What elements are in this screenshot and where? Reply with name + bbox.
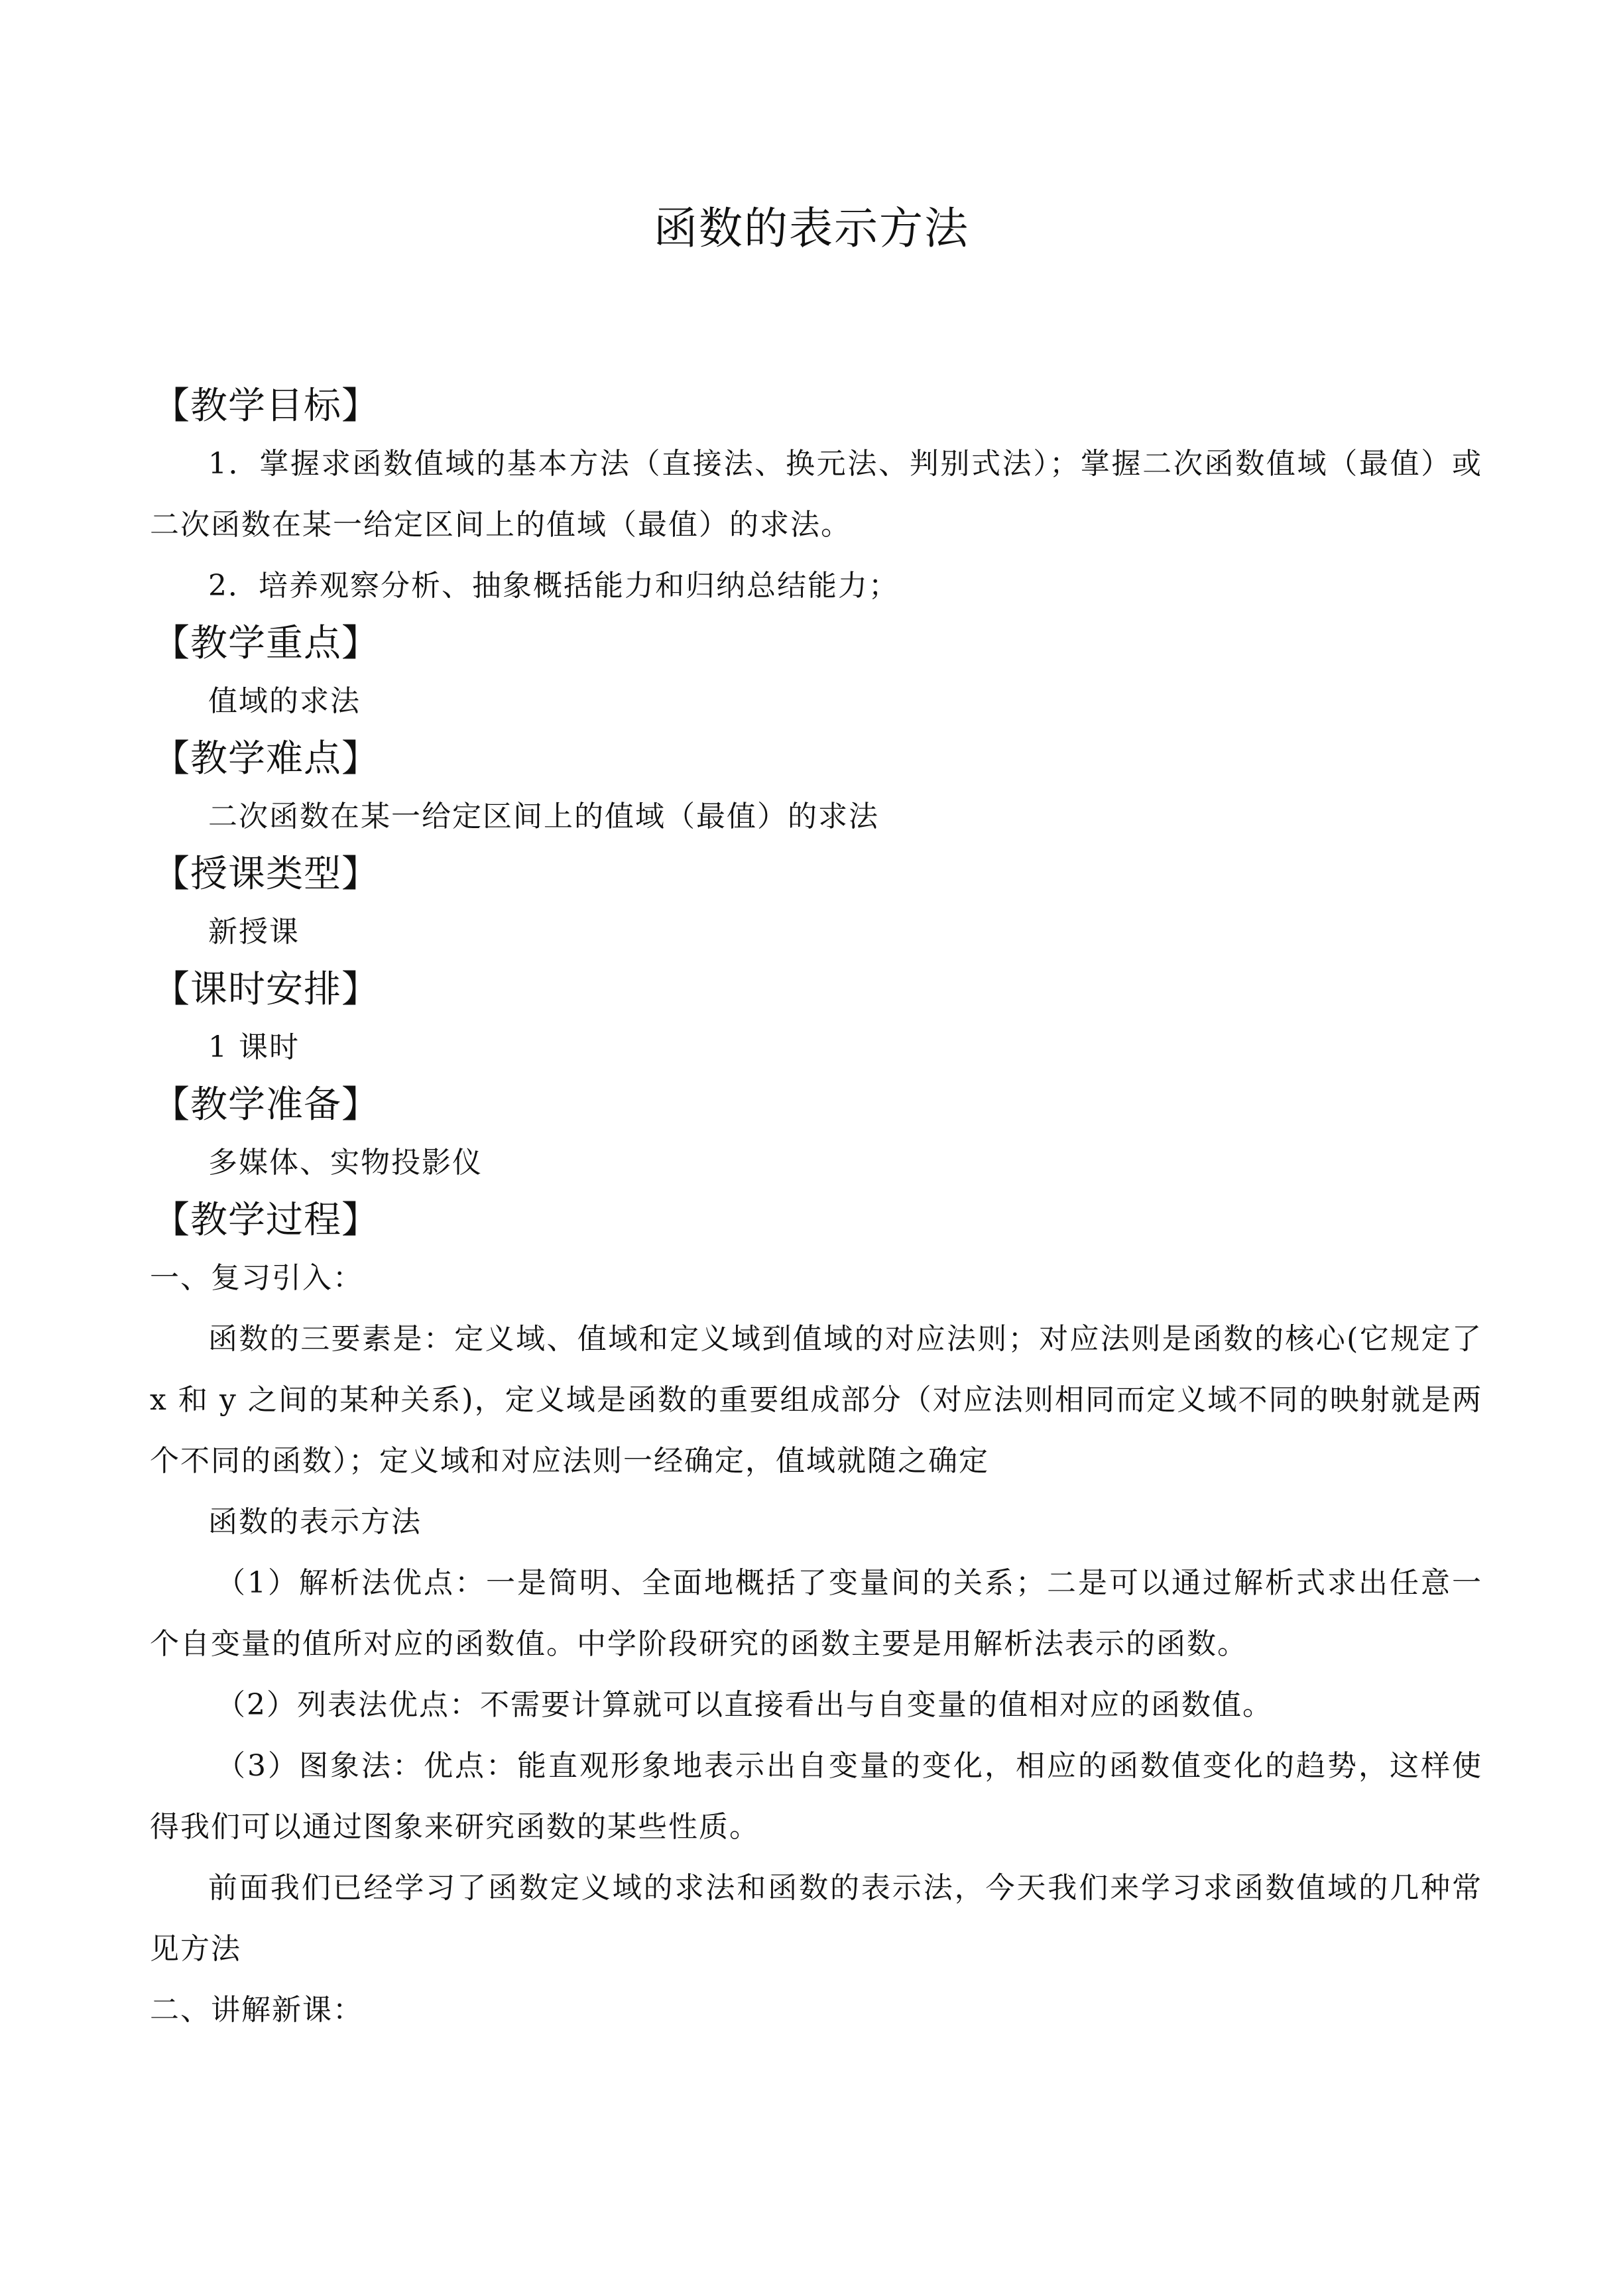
goal-item-2: 2．培养观察分析、抽象概括能力和归纳总结能力； [208, 569, 899, 603]
preparation-text: 多媒体、实物投影仪 [208, 1146, 483, 1179]
process-part2-title: 二、讲解新课： [150, 1993, 363, 2027]
heading-preparation: 【教学准备】 [152, 1083, 379, 1126]
heading-lesson-type: 【授课类型】 [152, 853, 379, 896]
process-paragraph-2: 函数的表示方法 [208, 1505, 422, 1539]
method-table: （2）列表法优点：不需要计算就可以直接看出与自变量的值相对应的函数值。 [216, 1688, 1273, 1722]
key-points-text: 值域的求法 [208, 684, 361, 718]
document-title: 函数的表示方法 [654, 203, 969, 254]
heading-process: 【教学过程】 [152, 1199, 379, 1242]
process-paragraph-3: 前面我们已经学习了函数定义域的求法和函数的表示法，今天我们来学习求函数值域的几种常见方法 [150, 1871, 1482, 1966]
difficulties-text: 二次函数在某一给定区间上的值域（最值）的求法 [208, 800, 879, 833]
process-part1-title: 一、复习引入： [150, 1261, 363, 1295]
goal-item-1: 1．掌握求函数值域的基本方法（直接法、换元法、判别式法）；掌握二次函数值域（最值）或二次函数在某一给定区间上的值域（最值）的求法。 [150, 447, 1482, 542]
process-paragraph-1: 函数的三要素是：定义域、值域和定义域到值域的对应法则；对应法则是函数的核心(它规定了 x 和 y 之间的某种关系)，定义域是函数的重要组成部分（对应法则相同而定义域不同的映射就是两个不同的函数）；定义域和对应法则一经确定，值域就随之确定 [150, 1322, 1482, 1478]
schedule-text: 1 课时 [208, 1030, 300, 1064]
heading-teaching-goals: 【教学目标】 [152, 385, 379, 428]
document-body [150, 379, 1482, 2041]
method-analytic: （1）解析法优点：一是简明、全面地概括了变量间的关系；二是可以通过解析式求出任意一个自变量的值所对应的函数值。中学阶段研究的函数主要是用解析法表示的函数。 [150, 1566, 1482, 1661]
heading-difficulties: 【教学难点】 [152, 737, 379, 780]
lesson-type-text: 新授课 [208, 915, 300, 949]
heading-schedule: 【课时安排】 [152, 968, 379, 1011]
heading-key-points: 【教学重点】 [152, 622, 379, 665]
method-graph: （3）图象法：优点：能直观形象地表示出自变量的变化，相应的函数值变化的趋势，这样使得我们可以通过图象来研究函数的某些性质。 [150, 1749, 1482, 1844]
